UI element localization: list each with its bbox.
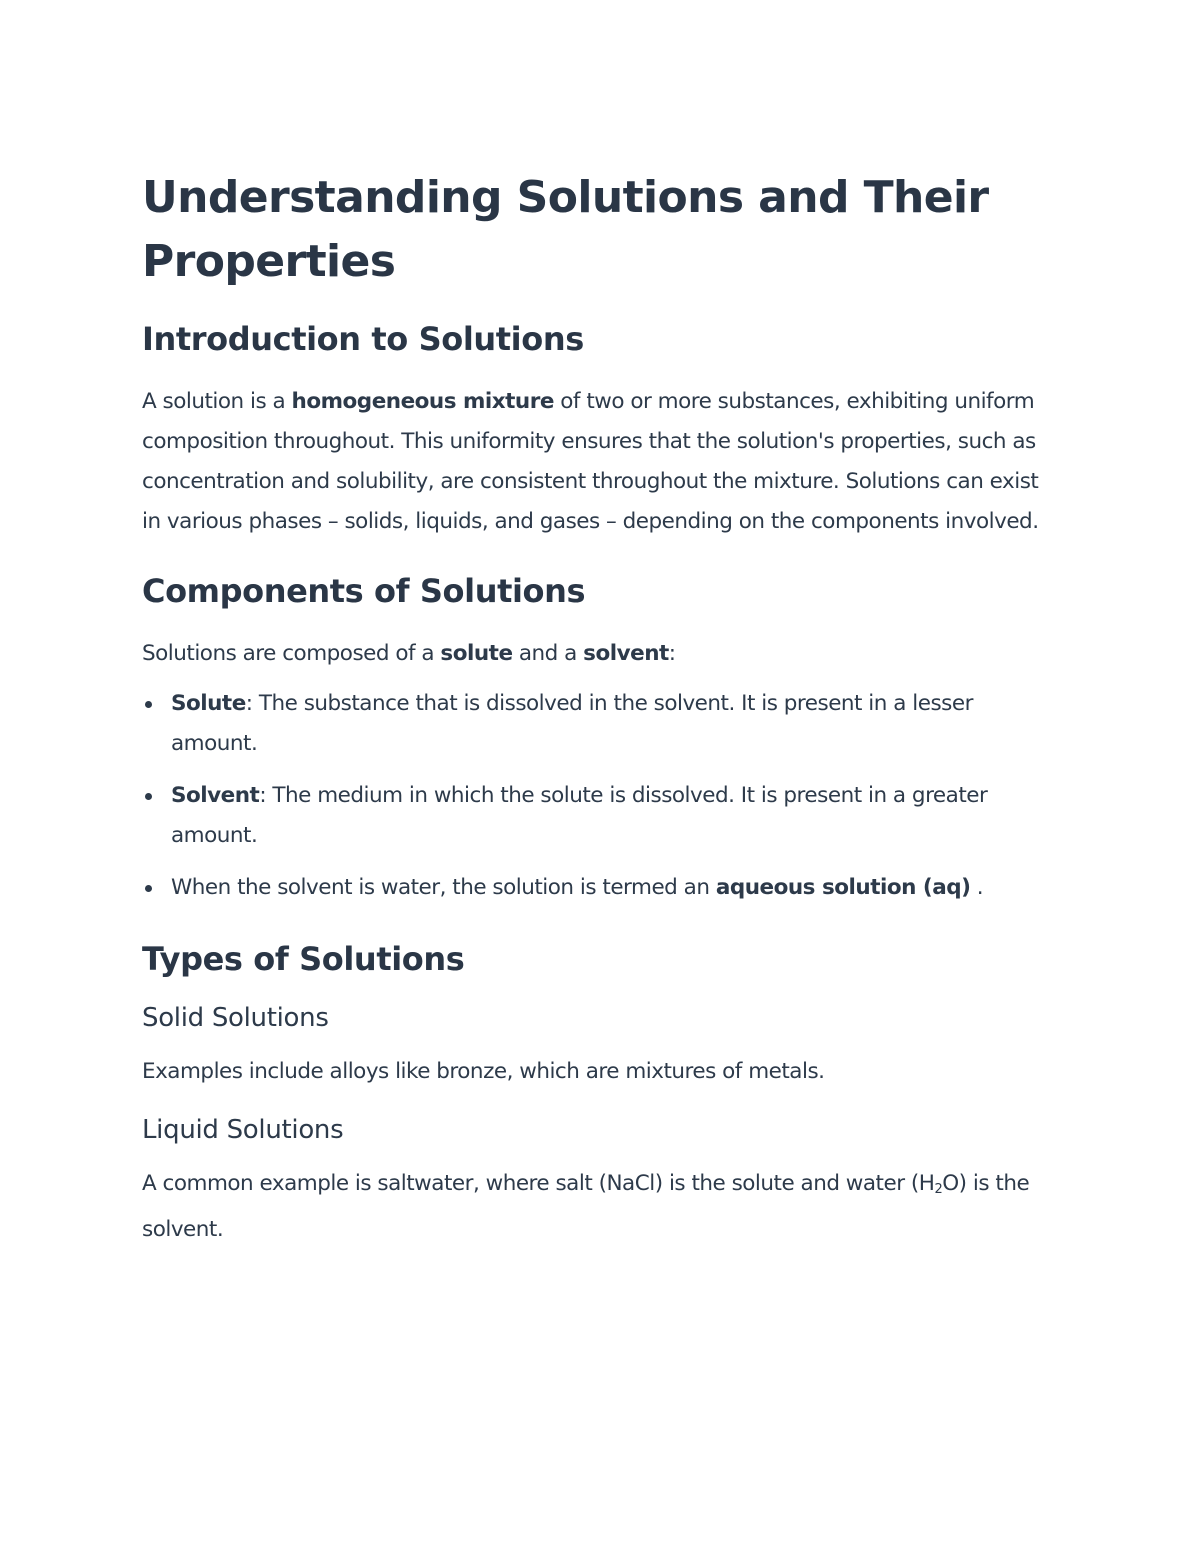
list-item-bold: Solute (171, 691, 246, 716)
components-lead-solute: solute (440, 641, 513, 666)
components-lead-mid: and a (512, 641, 584, 666)
bullet-icon (145, 885, 152, 892)
liquid-solutions-text (142, 1164, 1050, 1250)
solid-solutions-text: Examples include alloys like bronze, which are mixtures of metals. (142, 1059, 825, 1084)
components-lead-pre: Solutions are composed of a (142, 641, 441, 666)
liquid-text-subscript: 2 (934, 1182, 943, 1197)
document-title: Understanding Solutions and Their Properties (142, 172, 989, 287)
list-item-bold: Solvent (171, 783, 260, 808)
list-item-text-pre: When the solvent is water, the solution is termed an (171, 875, 716, 900)
list-item (142, 868, 1050, 908)
list-item-text: : The substance that is dissolved in the solvent. It is present in a lesser amount. (171, 691, 973, 756)
intro-heading: Introduction to Solutions (142, 320, 584, 358)
solid-solutions-heading: Solid Solutions (142, 1003, 329, 1033)
intro-paragraph (142, 382, 1050, 542)
intro-text-pre: A solution is a (142, 389, 292, 414)
intro-text-bold: homogeneous mixture (291, 389, 554, 414)
components-lead-post: : (668, 641, 676, 666)
bullet-icon (145, 701, 152, 708)
list-item-text-post: . (970, 875, 984, 900)
list-item-bold: aqueous solution (aq) (715, 875, 971, 900)
list-item-text: : The medium in which the solute is dissolved. It is present in a greater amount. (171, 783, 988, 848)
intro-text-post: of two or more substances, exhibiting uniform composition throughout. This uniformity ensures that the solution's properties, such as concentration and solubility, are consistent throughout the mixture. Solutions can exist in various phases – solids, liquids, and gases – depending on the components involved. (142, 389, 1039, 534)
list-item (142, 684, 1050, 764)
liquid-text-post: O) is the solvent. (142, 1171, 1030, 1242)
components-heading: Components of Solutions (142, 572, 586, 610)
components-list (142, 684, 1050, 908)
list-item (142, 776, 1050, 856)
liquid-text-pre: A common example is saltwater, where salt (NaCl) is the solute and water (H (142, 1171, 935, 1196)
bullet-icon (145, 793, 152, 800)
types-heading: Types of Solutions (142, 940, 465, 978)
components-lead-solvent: solvent (583, 641, 669, 666)
liquid-solutions-heading: Liquid Solutions (142, 1115, 344, 1145)
components-lead (142, 634, 1050, 674)
